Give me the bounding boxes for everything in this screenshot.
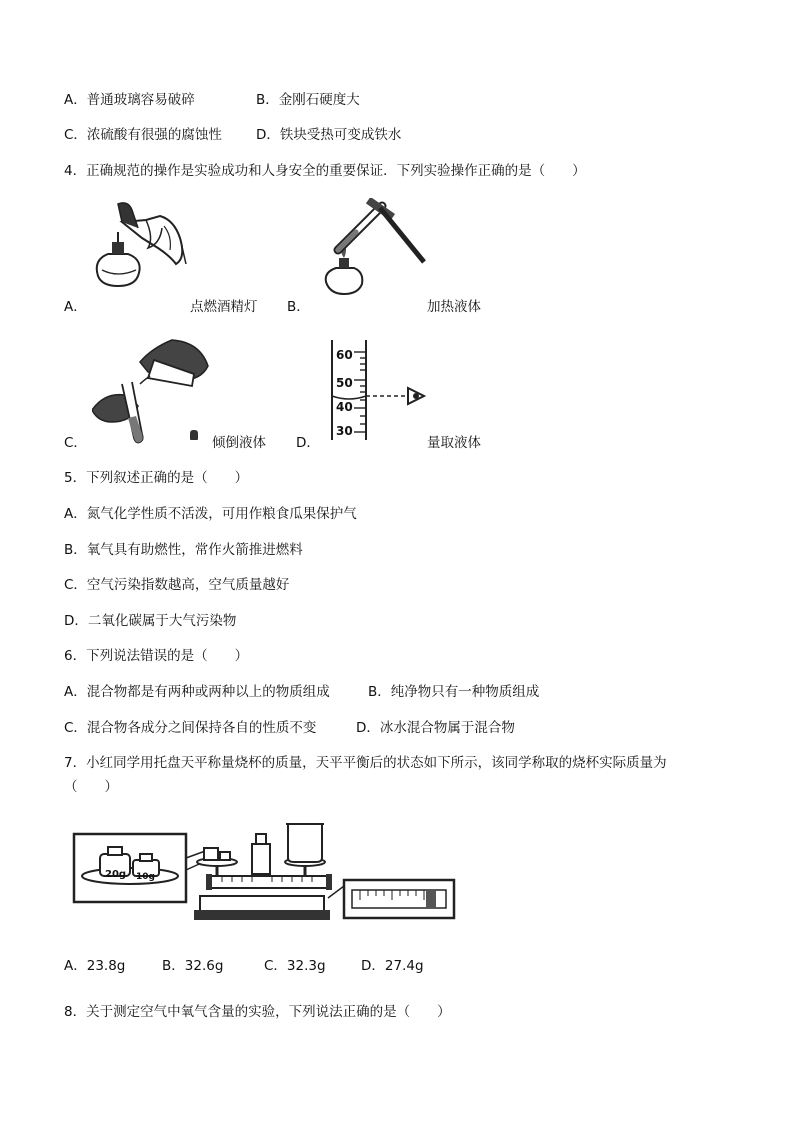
- q8-stem: 8．关于测定空气中氧气含量的实验，下列说法正确的是（ ）: [64, 1004, 451, 1020]
- q4-option-a-letter: A．: [64, 299, 87, 315]
- cylinder-tick-40: 40: [336, 400, 353, 414]
- q6-option-b: B．纯净物只有一种物质组成: [368, 684, 540, 700]
- weight-20g-label: 20g: [105, 869, 127, 880]
- q4-option-d-caption: 量取液体: [427, 435, 481, 451]
- q7-stem-cont: （ ）: [64, 779, 118, 795]
- q5-stem: 5．下列叙述正确的是（ ）: [64, 470, 249, 486]
- q5-option-c: C．空气污染指数越高，空气质量越好: [64, 577, 290, 593]
- q7-option-d: D．27.4g: [361, 958, 424, 974]
- figure-heat-liquid: [318, 198, 430, 300]
- q3-option-b: B．金刚石硬度大: [256, 92, 360, 108]
- q6-option-d: D．冰水混合物属于混合物: [356, 720, 515, 736]
- q3-option-a: A．普通玻璃容易破碎: [64, 92, 195, 108]
- cylinder-tick-60: 60: [336, 348, 353, 362]
- q7-stem: 7．小红同学用托盘天平称量烧杯的质量，天平平衡后的状态如下所示，该同学称取的烧杯实际质量为: [64, 755, 667, 771]
- q4-option-d-letter: D．: [296, 435, 320, 451]
- stopper-icon: [190, 430, 198, 440]
- q3-option-d: D．铁块受热可变成铁水: [256, 127, 402, 143]
- q4-option-c-letter: C．: [64, 435, 87, 451]
- figure-pour-liquid: [92, 338, 216, 444]
- weight-10g-label: 10g: [136, 872, 155, 882]
- q4-option-b-letter: B．: [287, 299, 310, 315]
- figure-light-alcohol-lamp: [88, 198, 188, 298]
- q4-option-b-caption: 加热液体: [427, 299, 481, 315]
- q7-option-c: C．32.3g: [264, 958, 326, 974]
- q4-option-c-caption: 倾倒液体: [212, 435, 266, 451]
- q5-option-b: B．氧气具有助燃性，常作火箭推进燃料: [64, 542, 303, 558]
- q5-option-d: D．二氧化碳属于大气污染物: [64, 613, 237, 629]
- q5-option-a: A．氮气化学性质不活泼，可用作粮食瓜果保护气: [64, 506, 357, 522]
- figure-balance: [72, 820, 458, 924]
- q6-stem: 6．下列说法错误的是（ ）: [64, 648, 249, 664]
- q4-stem: 4．正确规范的操作是实验成功和人身安全的重要保证．下列实验操作正确的是（ ）: [64, 163, 586, 179]
- q6-option-a: A．混合物都是有两种或两种以上的物质组成: [64, 684, 330, 700]
- q3-option-c: C．浓硫酸有很强的腐蚀性: [64, 127, 222, 143]
- q6-option-c: C．混合物各成分之间保持各自的性质不变: [64, 720, 317, 736]
- q7-option-a: A．23.8g: [64, 958, 126, 974]
- q7-option-b: B．32.6g: [162, 958, 224, 974]
- cylinder-tick-50: 50: [336, 376, 353, 390]
- cylinder-tick-30: 30: [336, 424, 353, 438]
- q4-option-a-caption: 点燃酒精灯: [190, 299, 258, 315]
